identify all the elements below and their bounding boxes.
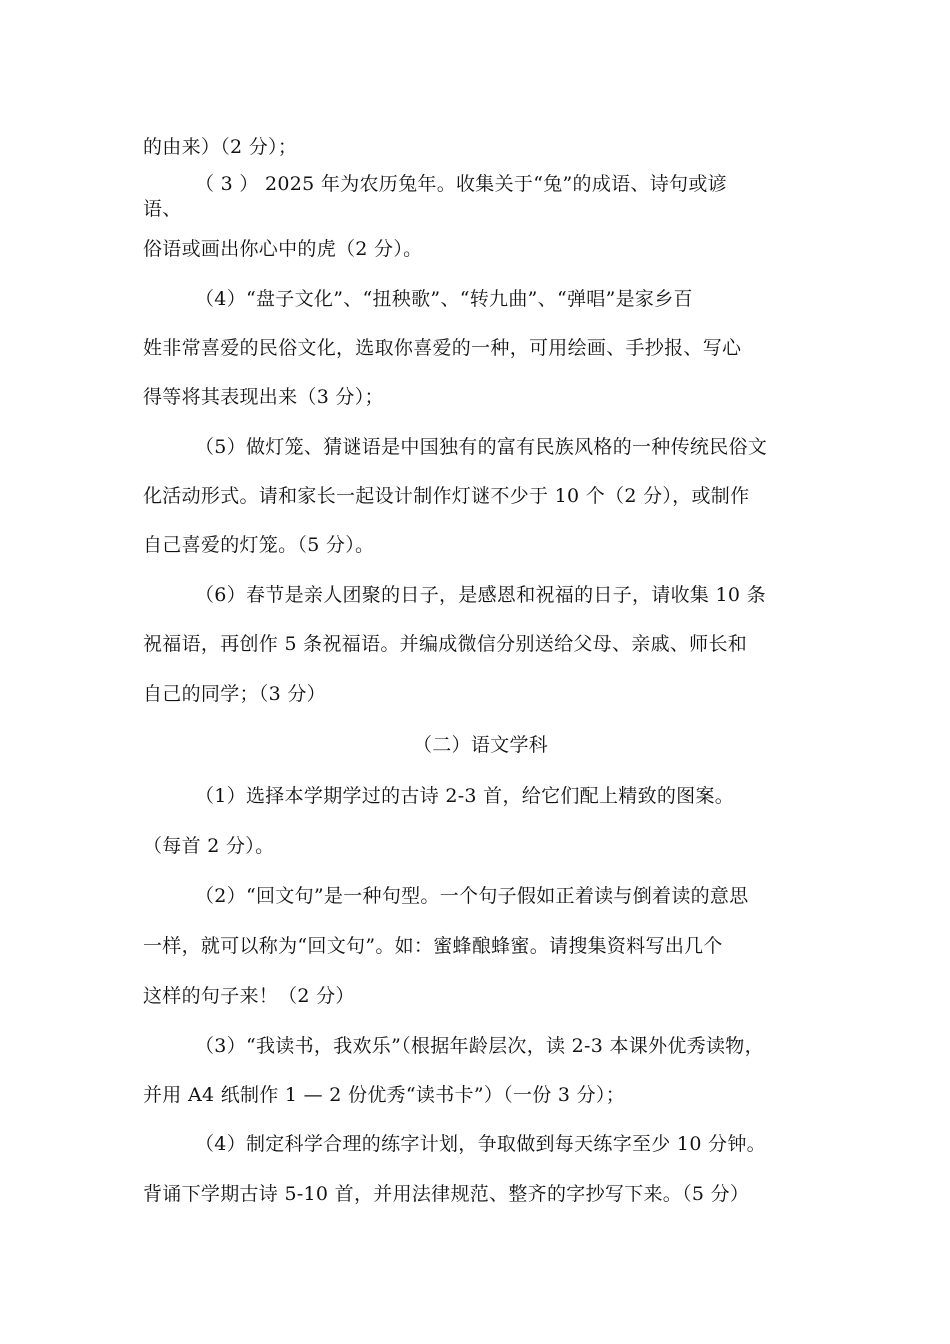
- text-line: （4）制定科学合理的练字计划，争取做到每天练字至少 10 分钟。: [195, 1133, 766, 1155]
- text-line: （4）“盘子文化”、“扭秧歌”、“转九曲”、“弹唱”是家乡百: [195, 288, 693, 310]
- text-line: 姓非常喜爱的民俗文化，选取你喜爱的一种，可用绘画、手抄报、写心: [143, 337, 742, 359]
- text-line: （每首 2 分）。: [143, 835, 275, 857]
- text-line: （ 3 ） 2025 年为农历兔年。收集关于“兔”的成语、诗句或谚: [195, 173, 727, 195]
- text-line: 自己的同学；（3 分）: [143, 683, 326, 705]
- text-line: （5）做灯笼、猜谜语是中国独有的富有民族风格的一种传统民俗文: [195, 436, 768, 458]
- text-line: 得等将其表现出来（3 分）；: [143, 386, 384, 408]
- text-line: 背诵下学期古诗 5-10 首，并用法律规范、整齐的字抄写下来。（5 分）: [143, 1183, 750, 1205]
- text-line: 俗语或画出你心中的虎（2 分）。: [143, 238, 423, 260]
- text-line: 并用 A4 纸制作 1 — 2 份优秀“读书卡”）（一份 3 分）；: [143, 1084, 626, 1106]
- text-line: 化活动形式。请和家长一起设计制作灯谜不少于 10 个（2 分），或制作: [143, 485, 750, 507]
- text-line: 一样，就可以称为“回文句”。如：蜜蜂酿蜂蜜。请搜集资料写出几个: [143, 935, 723, 957]
- text-line: （6）春节是亲人团聚的日子，是感恩和祝福的日子，请收集 10 条: [195, 584, 766, 606]
- text-line: （2）“回文句”是一种句型。一个句子假如正着读与倒着读的意思: [195, 885, 749, 907]
- text-line: 语、: [143, 198, 182, 220]
- text-line: 祝福语，再创作 5 条祝福语。并编成微信分别送给父母、亲戚、师长和: [143, 633, 748, 655]
- text-line: 这样的句子来！（2 分）: [143, 985, 355, 1007]
- text-line: （1）选择本学期学过的古诗 2-3 首，给它们配上精致的图案。: [195, 785, 735, 807]
- text-line: 自己喜爱的灯笼。（5 分）。: [143, 534, 375, 556]
- text-line: 的由来）（2 分）；: [143, 136, 298, 158]
- section-heading: （二）语文学科: [412, 734, 549, 756]
- text-line: （3）“我读书，我欢乐”（根据年龄层次，读 2-3 本课外优秀读物，: [195, 1035, 764, 1057]
